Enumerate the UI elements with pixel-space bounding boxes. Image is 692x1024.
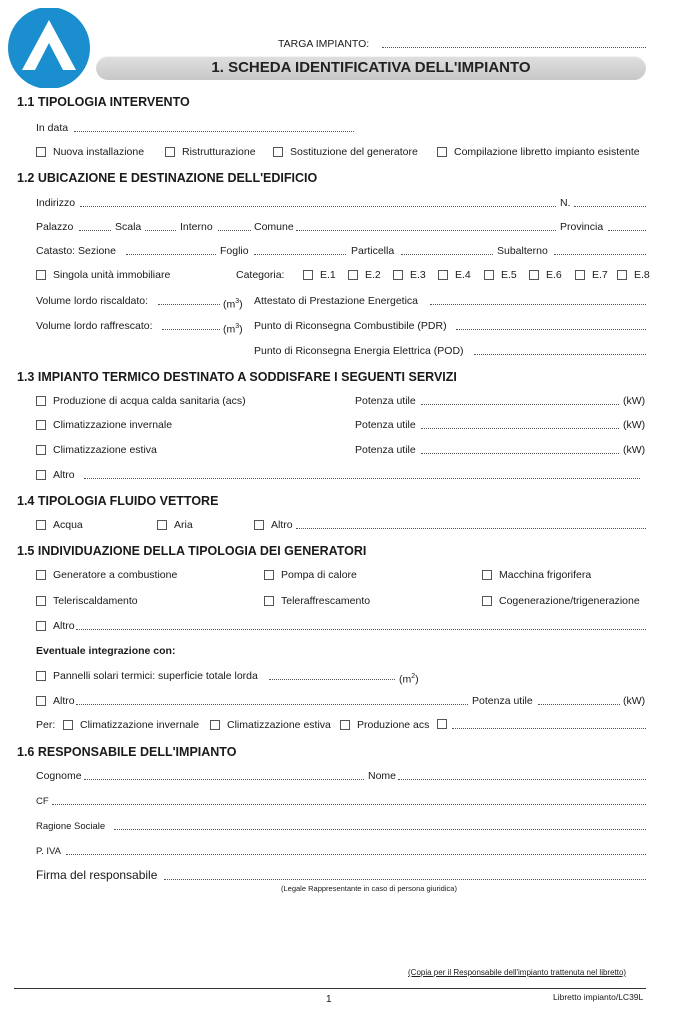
option-label: Altro (271, 519, 293, 531)
gen-altro[interactable] (36, 620, 75, 632)
checkbox[interactable] (264, 596, 274, 606)
per-label: Per: (36, 719, 56, 731)
checkbox[interactable] (165, 147, 175, 157)
checkbox[interactable] (36, 596, 46, 606)
scala-label: Scala (115, 221, 142, 233)
categoria-e7[interactable] (575, 269, 608, 281)
ragione-sociale-field[interactable] (114, 820, 646, 830)
checkbox[interactable] (36, 621, 46, 631)
kw-unit: (kW) (623, 444, 646, 456)
particella-field[interactable] (401, 245, 493, 255)
numero-label: N. (560, 197, 571, 209)
option-label: Cogenerazione/trigenerazione (499, 595, 640, 607)
palazzo-field[interactable] (79, 221, 111, 231)
option-label: Teleraffrescamento (281, 595, 371, 607)
piva-label: P. IVA (36, 846, 61, 857)
ape-label: Attestato di Prestazione Energetica (254, 295, 419, 307)
catasto-sezione-label: Catasto: Sezione (36, 245, 116, 257)
vol-risc-field[interactable] (158, 295, 220, 305)
gen-teleraffrescamento[interactable] (264, 595, 370, 607)
option-label: E.3 (410, 269, 426, 281)
foglio-label: Foglio (220, 245, 249, 257)
per-estiva[interactable] (210, 719, 331, 731)
checkbox[interactable] (63, 720, 73, 730)
checkbox[interactable] (529, 270, 539, 280)
provincia-label: Provincia (560, 221, 604, 233)
option-label: Sostituzione del generatore (290, 146, 418, 158)
service-estiva[interactable] (36, 444, 157, 456)
numero-field[interactable] (574, 197, 646, 207)
in-data-field[interactable] (74, 122, 354, 132)
potenza-label: Potenza utile (472, 695, 533, 707)
page-title: 1. SCHEDA IDENTIFICATIVA DELL'IMPIANTO (211, 59, 531, 76)
palazzo-label: Palazzo (36, 221, 74, 233)
integrazione-altro[interactable] (36, 695, 75, 707)
option-label: E.8 (634, 269, 650, 281)
checkbox[interactable] (482, 570, 492, 580)
firma-label: Firma del responsabile (36, 868, 158, 882)
checkbox[interactable] (617, 270, 627, 280)
option-sostituzione[interactable] (273, 146, 418, 158)
pannelli-unit: $(m^2)$ (399, 673, 419, 686)
checkbox[interactable] (393, 270, 403, 280)
checkbox[interactable] (438, 270, 448, 280)
option-label: Aria (174, 519, 193, 531)
option-label: E.6 (546, 269, 562, 281)
kw-unit: (kW) (623, 419, 646, 431)
checkbox[interactable] (348, 270, 358, 280)
vol-raff-field[interactable] (162, 320, 220, 330)
per-invernale[interactable] (63, 719, 199, 731)
option-label: E.4 (455, 269, 471, 281)
checkbox[interactable] (36, 147, 46, 157)
title-banner (96, 56, 646, 80)
pannelli-field[interactable] (269, 670, 395, 680)
nome-field[interactable] (398, 770, 646, 780)
checkbox[interactable] (303, 270, 313, 280)
vol-raff-label: Volume lordo raffrescato: (36, 320, 153, 332)
checkbox[interactable] (575, 270, 585, 280)
gen-teleriscaldamento[interactable] (36, 595, 138, 607)
checkbox[interactable] (210, 720, 220, 730)
targa-label: TARGA IMPIANTO: (278, 38, 370, 50)
option-label: E.1 (320, 269, 336, 281)
triangle-logo-icon (6, 8, 92, 88)
pannelli-solari[interactable] (36, 670, 258, 682)
fluido-altro-field[interactable] (296, 519, 646, 529)
service-altro[interactable] (36, 469, 75, 481)
potenza-invernale-field[interactable] (421, 419, 619, 429)
option-label: E.5 (501, 269, 517, 281)
subalterno-field[interactable] (554, 245, 646, 255)
checkbox[interactable] (437, 147, 447, 157)
pdr-label: Punto di Riconsegna Combustibile (PDR) (254, 320, 447, 332)
option-label: Singola unità immobiliare (53, 269, 171, 281)
piva-field[interactable] (66, 845, 646, 855)
fluido-acqua[interactable] (36, 519, 83, 531)
checkbox[interactable] (273, 147, 283, 157)
checkbox[interactable] (482, 596, 492, 606)
checkbox[interactable] (157, 520, 167, 530)
section-1-4-title: 1.4 TIPOLOGIA FLUIDO VETTORE (17, 494, 219, 508)
checkbox[interactable] (36, 570, 46, 580)
comune-label: Comune (254, 221, 294, 233)
pod-label: Punto di Riconsegna Energia Elettrica (POD) (254, 345, 464, 357)
particella-label: Particella (351, 245, 395, 257)
potenza-acs-field[interactable] (421, 395, 619, 405)
comune-field[interactable] (296, 221, 556, 231)
section-1-5-title: 1.5 INDIVIDUAZIONE DELLA TIPOLOGIA DEI GENERATORI (17, 544, 367, 558)
categoria-e3[interactable] (393, 269, 426, 281)
option-label: Acqua (53, 519, 83, 531)
option-nuova-installazione[interactable] (36, 146, 144, 158)
checkbox[interactable] (264, 570, 274, 580)
option-compilazione[interactable] (437, 146, 640, 158)
option-label: E.7 (592, 269, 608, 281)
potenza-label: Potenza utile (355, 395, 416, 407)
checkbox[interactable] (254, 520, 264, 530)
firma-field[interactable] (164, 870, 646, 880)
legale-note: (Legale Rappresentante in caso di persona giuridica) (281, 884, 457, 893)
eventuale-label: Eventuale integrazione con: (36, 645, 176, 657)
option-singola-unita[interactable] (36, 269, 170, 281)
sezione-field[interactable] (126, 245, 216, 255)
categoria-e4[interactable] (438, 269, 471, 281)
option-label: E.2 (365, 269, 381, 281)
pod-field[interactable] (474, 345, 646, 355)
option-label: Pannelli solari termici: superficie totale lorda (53, 670, 258, 682)
indirizzo-field[interactable] (80, 197, 556, 207)
option-label: Climatizzazione invernale (80, 719, 200, 731)
option-label: Teleriscaldamento (53, 595, 138, 607)
option-label: Altro (53, 469, 75, 481)
checkbox[interactable] (36, 396, 46, 406)
interno-label: Interno (180, 221, 213, 233)
scala-field[interactable] (145, 221, 176, 231)
gen-macchina-frigorifera[interactable] (482, 569, 591, 581)
integrazione-altro-field[interactable] (76, 695, 468, 705)
gen-pompa-calore[interactable] (264, 569, 357, 581)
categoria-e1[interactable] (303, 269, 336, 281)
option-label: Climatizzazione invernale (53, 419, 173, 431)
categoria-e6[interactable] (529, 269, 562, 281)
option-label: Nuova installazione (53, 146, 145, 158)
section-1-1-title: 1.1 TIPOLOGIA INTERVENTO (17, 95, 190, 109)
nome-label: Nome (368, 770, 397, 782)
checkbox[interactable] (437, 719, 447, 729)
vol-risc-label: Volume lordo riscaldato: (36, 295, 149, 307)
in-data-label: In data (36, 122, 69, 134)
ragione-sociale-label: Ragione Sociale (36, 821, 106, 832)
kw-unit: (kW) (623, 695, 646, 707)
gen-combustione[interactable] (36, 569, 177, 581)
potenza-estiva-field[interactable] (421, 444, 619, 454)
pdr-field[interactable] (456, 320, 646, 330)
cognome-field[interactable] (84, 770, 364, 780)
fluido-aria[interactable] (157, 519, 193, 531)
option-label: Pompa di calore (281, 569, 357, 581)
per-altro-field[interactable] (452, 719, 646, 729)
gen-cogenerazione[interactable] (482, 595, 640, 607)
checkbox[interactable] (36, 270, 46, 280)
checkbox[interactable] (36, 520, 46, 530)
option-label: Altro (53, 695, 75, 707)
per-acs[interactable] (340, 719, 429, 731)
copia-note: (Copia per il Responsabile dell'impianto trattenuta nel libretto) (408, 968, 627, 977)
footer-divider (14, 988, 646, 989)
service-invernale[interactable] (36, 419, 172, 431)
vol-raff-unit: $(m^3)$ (223, 323, 243, 336)
checkbox[interactable] (484, 270, 494, 280)
subalterno-label: Subalterno (497, 245, 548, 257)
checkbox[interactable] (36, 445, 46, 455)
categoria-e5[interactable] (484, 269, 517, 281)
section-1-3-title: 1.3 IMPIANTO TERMICO DESTINATO A SODDISFARE I SEGUENTI SERVIZI (17, 370, 457, 384)
section-1-6-title: 1.6 RESPONSABILE DELL'IMPIANTO (17, 745, 237, 759)
categoria-label: Categoria: (236, 269, 285, 281)
checkbox[interactable] (36, 671, 46, 681)
kw-unit: (kW) (623, 395, 646, 407)
document-code: Libretto impianto/LC39L (553, 992, 644, 1002)
provincia-field[interactable] (608, 221, 646, 231)
service-altro-field[interactable] (84, 469, 640, 479)
interno-field[interactable] (218, 221, 251, 231)
cf-field[interactable] (52, 795, 646, 805)
option-label: Climatizzazione estiva (53, 444, 157, 456)
potenza-label: Potenza utile (355, 419, 416, 431)
service-acs[interactable] (36, 395, 246, 407)
checkbox[interactable] (36, 470, 46, 480)
option-label: Compilazione libretto impianto esistente (454, 146, 640, 158)
vol-risc-unit: $(m^3)$ (223, 298, 243, 311)
ape-field[interactable] (430, 295, 646, 305)
option-label: Produzione di acqua calda sanitaria (acs) (53, 395, 246, 407)
option-label: Macchina frigorifera (499, 569, 592, 581)
checkbox[interactable] (36, 420, 46, 430)
option-label: Climatizzazione estiva (227, 719, 331, 731)
categoria-e8[interactable] (617, 269, 650, 281)
checkbox[interactable] (340, 720, 350, 730)
foglio-field[interactable] (254, 245, 346, 255)
targa-field[interactable] (382, 38, 646, 48)
integrazione-potenza-field[interactable] (538, 695, 620, 705)
option-label: Altro (53, 620, 75, 632)
indirizzo-label: Indirizzo (36, 197, 76, 209)
option-label: Generatore a combustione (53, 569, 178, 581)
page-number: 1 (326, 994, 332, 1005)
cognome-label: Cognome (36, 770, 82, 782)
option-label: Produzione acs (357, 719, 430, 731)
fluido-altro[interactable] (254, 519, 293, 531)
option-ristrutturazione[interactable] (165, 146, 256, 158)
checkbox[interactable] (36, 696, 46, 706)
section-1-2-title: 1.2 UBICAZIONE E DESTINAZIONE DELL'EDIFICIO (17, 171, 318, 185)
option-label: Ristrutturazione (182, 146, 256, 158)
gen-altro-field[interactable] (76, 620, 646, 630)
cf-label: CF (36, 796, 49, 807)
potenza-label: Potenza utile (355, 444, 416, 456)
categoria-e2[interactable] (348, 269, 381, 281)
